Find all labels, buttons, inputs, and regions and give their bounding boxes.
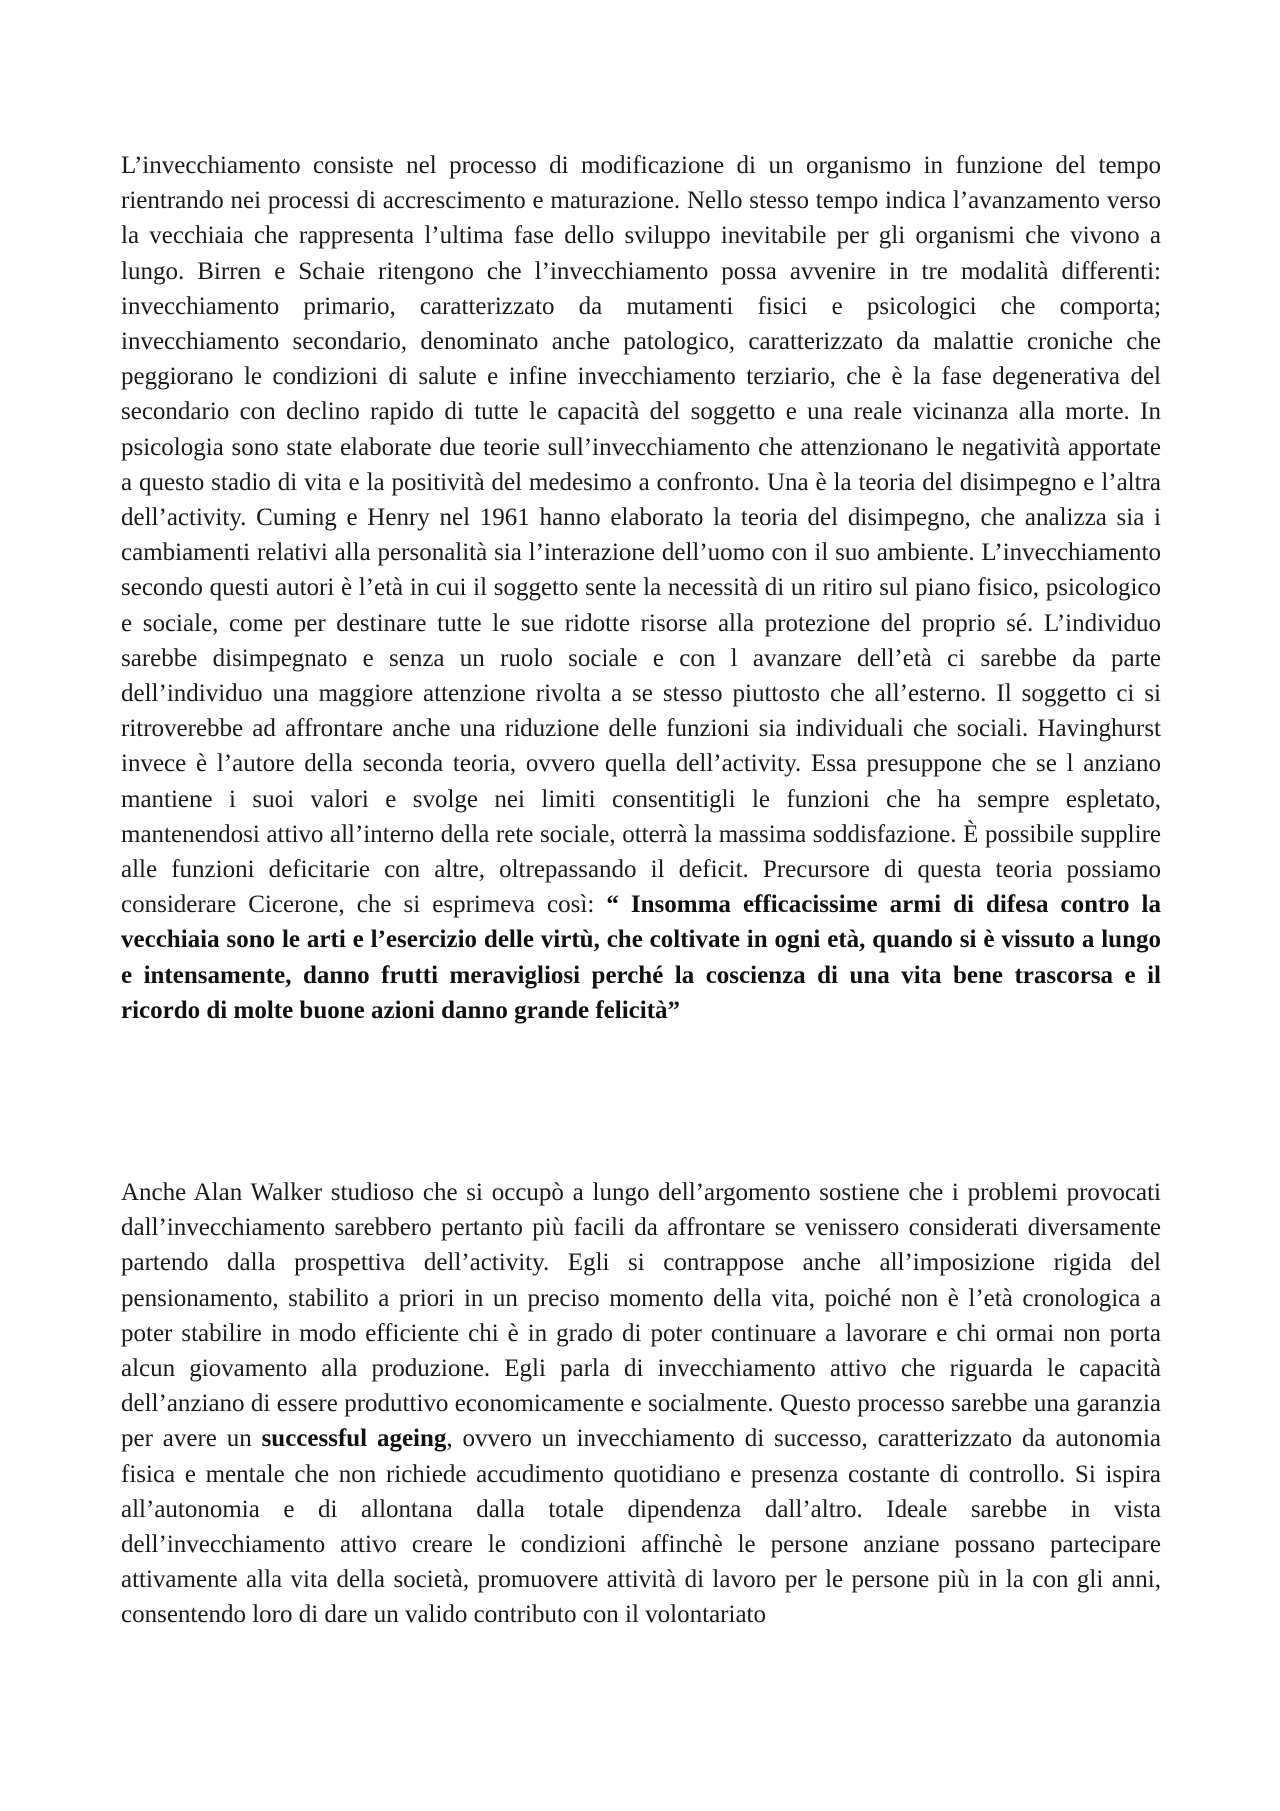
- successful-ageing-term: successful ageing: [261, 1425, 447, 1453]
- paragraph-1: [121, 148, 1161, 1028]
- paragraph-2-text-after: , ovvero un invecchiamento di successo, caratterizzato da autonomia fisica e mentale che non richiede accudimento quotidiano e presenza costante di controllo. Si ispira all’autonomia e di allontana dalla totale dipendenza dall’altro. Ideale sarebbe in vista dell’invecchiamento attivo creare le condizioni affinchè le persone anziane possano partecipare attivamente alla vita della società, promuovere attività di lavoro per le persone più in la con gli anni, consentendo loro di dare un valido contributo con il volontariato: [121, 1425, 1161, 1629]
- paragraph-2: [121, 1175, 1161, 1633]
- paragraph-2-text-before: Anche Alan Walker studioso che si occupò a lungo dell’argomento sostiene che i problemi provocati dall’invecchiamento sarebbero pertanto più facili da affrontare se venissero considerati diversamente partendo dalla prospettiva dell’activity. Egli si contrappose anche all’imposizione rigida del pensionamento, stabilito a priori in un preciso momento della vita, poiché non è l’età cronologica a poter stabilire in modo efficiente chi è in grado di poter continuare a lavorare e chi ormai non porta alcun giovamento alla produzione. Egli parla di invecchiamento attivo che riguarda le capacità dell’anziano di essere produttivo economicamente e socialmente. Questo processo sarebbe una garanzia per avere un: [121, 1179, 1161, 1453]
- paragraph-1-text: L’invecchiamento consiste nel processo di modificazione di un organismo in funzione del tempo rientrando nei processi di accrescimento e maturazione. Nello stesso tempo indica l’avanzamento verso la vecchiaia che rappresenta l’ultima fase dello sviluppo inevitabile per gli organismi che vivono a lungo. Birren e Schaie ritengono che l’invecchiamento possa avvenire in tre modalità differenti: invecchiamento primario, caratterizzato da mutamenti fisici e psicologici che comporta; invecchiamento secondario, denominato anche patologico, caratterizzato da malattie croniche che peggiorano le condizioni di salute e infine invecchiamento terziario, che è la fase degenerativa del secondario con declino rapido di tutte le capacità del soggetto e una reale vicinanza alla morte. In psicologia sono state elaborate due teorie sull’invecchiamento che attenzionano le negatività apportate a questo stadio di vita e la positività del medesimo a confronto. Una è la teoria del disimpegno e l’altra dell’activity. Cuming e Henry nel 1961 hanno elaborato la teoria del disimpegno, che analizza sia i cambiamenti relativi alla personalità sia l’interazione dell’uomo con il suo ambiente. L’invecchiamento secondo questi autori è l’età in cui il soggetto sente la necessità di un ritiro sul piano fisico, psicologico e sociale, come per destinare tutte le sue ridotte risorse alla protezione del proprio sé. L’individuo sarebbe disimpegnato e senza un ruolo sociale e con l avanzare dell’età ci sarebbe da parte dell’individuo una maggiore attenzione rivolta a se stesso piuttosto che all’esterno. Il soggetto ci si ritroverebbe ad affrontare anche una riduzione delle funzioni sia individuali che sociali. Havinghurst invece è l’autore della seconda teoria, ovvero quella dell’activity. Essa presuppone che se l anziano mantiene i suoi valori e svolge nei limiti consentitigli le funzioni che ha sempre espletato, mantenendosi attivo all’interno della rete sociale, otterrà la massima soddisfazione. È possibile supplire alle funzioni deficitarie con altre, oltrepassando il deficit. Precursore di questa teoria possiamo considerare Cicerone, che si esprimeva così:: [121, 152, 1161, 919]
- cicero-quote: “ Insomma efficacissime armi di difesa contro la vecchiaia sono le arti e l’esercizio delle virtù, che coltivate in ogni età, quando si è vissuto a lungo e intensamente, danno frutti meravigliosi perché la coscienza di una vita bene trascorsa e il ricordo di molte buone azioni danno grande felicità”: [121, 891, 1161, 1024]
